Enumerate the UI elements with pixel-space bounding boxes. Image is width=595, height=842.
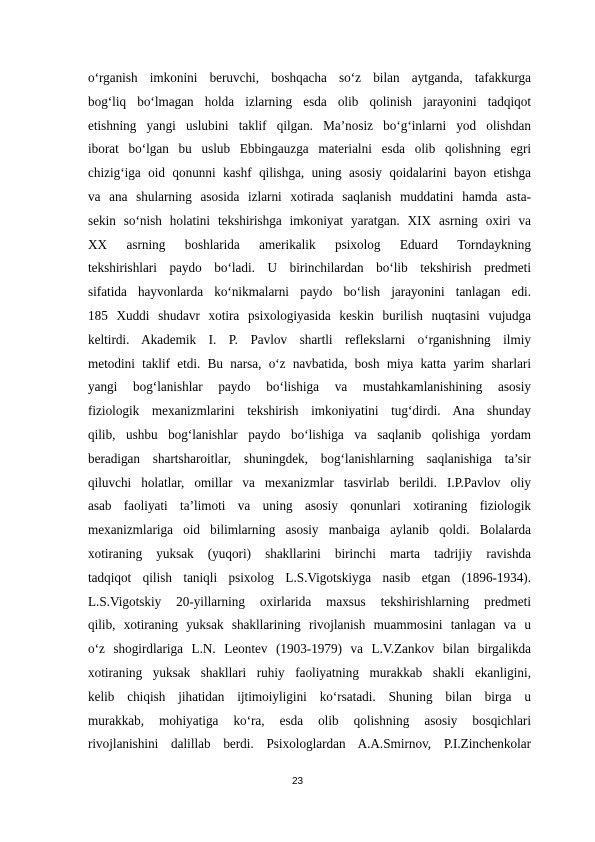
text-line: fiziologik mexanizmlarini tekshirish imkoniyatini tug‘dirdi. Ana shunday bbox=[88, 403, 531, 419]
text-line: sekin so‘nish holatini tekshirishga imkoniyat yaratgan. XIX asrning oxiri va bbox=[88, 212, 531, 228]
text-line: xotiraning yuksak shakllari ruhiy faoliyatning murakkab shakli ekanligini, bbox=[88, 664, 531, 680]
text-line: chizig‘iga oid qonunni kashf qilishga, uning asosiy qoidalarini bayon etishga bbox=[88, 165, 531, 181]
text-line: o‘z shogirdlariga L.N. Leontev (1903-1979) va L.V.Zankov bilan birgalikda bbox=[88, 641, 531, 657]
text-line: va ana shularning asosida izlarni xotirada saqlanish muddatini hamda asta- bbox=[88, 188, 531, 204]
text-line: tekshirishlari paydo bo‘ladi. U birinchilardan bo‘lib tekshirish predmeti bbox=[88, 260, 531, 276]
text-line: tadqiqot qilish taniqli psixolog L.S.Vigotskiyga nasib etgan (1896-1934). bbox=[88, 569, 531, 585]
text-line: L.S.Vigotskiy 20-yillarning oxirlarida maxsus tekshirishlarning predmeti bbox=[88, 593, 531, 609]
text-line: iborat bo‘lgan bu uslub Ebbingauzga materialni esda olib qolishning egri bbox=[88, 141, 531, 157]
text-line: qilib, xotiraning yuksak shakllarining rivojlanish muammosini tanlagan va u bbox=[88, 617, 531, 633]
text-line: beradigan shartsharoitlar, shuningdek, bog‘lanishlarning saqlanishiga ta’sir bbox=[88, 450, 531, 466]
page-number: 23 bbox=[291, 776, 304, 787]
text-line: yangi bog‘lanishlar paydo bo‘lishiga va mustahkamlanishining asosiy bbox=[88, 379, 531, 395]
text-line: sifatida hayvonlarda ko‘nikmalarni paydo bo‘lish jarayonini tanlagan edi. bbox=[88, 284, 531, 300]
text-line: rivojlanishini dalillab berdi. Psixologlardan A.A.Smirnov, P.I.Zinchenkolar bbox=[88, 736, 531, 752]
text-line: o‘rganish imkonini beruvchi, boshqacha so‘z bilan aytganda, tafakkurga bbox=[88, 70, 531, 85]
text-line: bog‘liq bo‘lmagan holda izlarning esda olib qolinish jarayonini tadqiqot bbox=[88, 93, 531, 109]
text-line: qiluvchi holatlar, omillar va mexanizmlar tasvirlab berildi. I.P.Pavlov oliy bbox=[88, 474, 531, 490]
text-line: qilib, ushbu bog‘lanishlar paydo bo‘lishiga va saqlanib qolishiga yordam bbox=[88, 426, 531, 442]
text-line: murakkab, mohiyatiga ko‘ra, esda olib qolishning asosiy bosqichlari bbox=[88, 712, 531, 728]
text-line: XX asrning boshlarida amerikalik psixolog Eduard Torndaykning bbox=[88, 236, 531, 252]
text-line: kelib chiqish jihatidan ijtimoiyligini ko‘rsatadi. Shuning bilan birga u bbox=[88, 688, 531, 704]
body-paragraph bbox=[88, 66, 531, 756]
text-line: asab faoliyati ta’limoti va uning asosiy qonunlari xotiraning fiziologik bbox=[88, 498, 531, 514]
text-line: etishning yangi uslubini taklif qilgan. Ma’nosiz bo‘g‘inlarni yod olishdan bbox=[88, 117, 531, 133]
text-line: xotiraning yuksak (yuqori) shakllarini birinchi marta tadrijiy ravishda bbox=[88, 545, 531, 561]
text-line: mexanizmlariga oid bilimlarning asosiy manbaiga aylanib qoldi. Bolalarda bbox=[88, 522, 531, 538]
text-line: keltirdi. Akademik I. P. Pavlov shartli reflekslarni o‘rganishning ilmiy bbox=[88, 331, 531, 347]
text-line: 185 Xuddi shudavr xotira psixologiyasida keskin burilish nuqtasini vujudga bbox=[88, 307, 531, 323]
text-line: metodini taklif etdi. Bu narsa, o‘z navbatida, bosh miya katta yarim sharlari bbox=[88, 355, 531, 371]
